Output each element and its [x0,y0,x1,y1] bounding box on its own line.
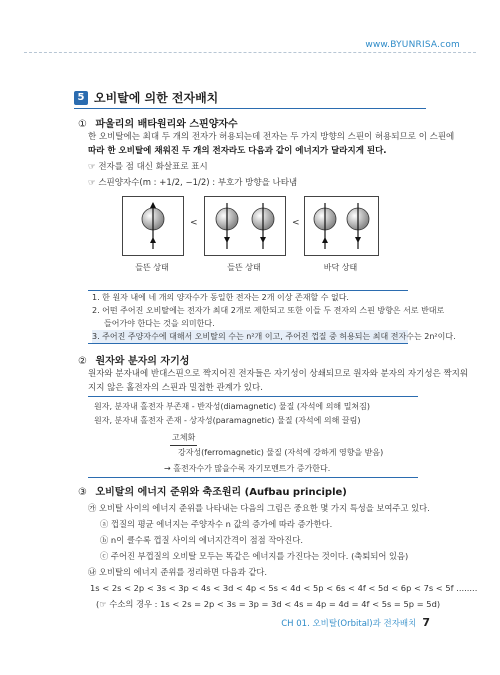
page-number: 7 [422,616,430,629]
sub2-para-line2: 지지 않은 홀전자의 스핀과 밀접한 관계가 있다. [88,383,263,393]
sub1-marker: ① [78,119,87,130]
up-arrow-icon [150,202,156,208]
sub2-rule-bottom [88,477,418,478]
solidify-label: 고체화 [170,431,197,446]
caption-excited-2: 들뜬 상태 [227,263,261,272]
item-ga: ㉮ 오비탈 사이의 에너지 준위를 나타내는 다음의 그림은 중요한 몇 가지 특성을 보여주고 있다. [88,503,430,513]
panel-ground [304,196,379,256]
item-b: ⓑ n이 클수록 껍질 사이의 에너지간격이 점점 작아진다. [100,535,303,545]
section-rule [74,108,426,109]
hydrogen-sequence: (☞ 수소의 경우 : 1s < 2s = 2p < 3s = 3p = 3d < 4s = 4p = 4d = 4f < 5s = 5p = 5d) [96,599,441,609]
row-paramagnetic: 원자, 분자내 홀전자 존재 - 상자성(paramagnetic) 물질 (자석에 의해 끌림) [94,416,361,425]
down-arrow-icon [355,237,361,243]
sub2-paragraph [88,367,468,395]
sub2-title: 원자와 분자의 자기성 [95,356,190,367]
caption-ground: 바닥 상태 [323,263,358,272]
sub1-note-arrow: ☞ 전자를 점 대신 화살표로 표시 [88,162,208,172]
up-arrow-icon [150,237,156,243]
sub1-title: 파울리의 배타원리와 스핀양자수 [95,119,238,130]
chapter-label: CH 01. 오비탈(Orbital)과 전자배치 [281,619,417,629]
energy-sequence: 1s < 2s < 2p < 3s < 3p < 4s < 3d < 4p < 5s < 4d < 5p < 6s < 4f < 5d < 6p < 7s < 5f ........ [90,583,478,593]
down-arrow-icon [260,237,266,243]
note-2: 2. 어떤 주어진 오비탈에는 전자가 최대 2개로 제한되고 또한 이들 두 전자의 스핀 방향은 서로 반대로 [92,306,445,315]
sub1-para-line1: 한 오비탈에는 최대 두 개의 전자가 허용되는데 전자는 두 가지 방향의 스핀이 허용되므로 이 스핀에 [88,132,455,142]
sub3-heading [78,483,347,498]
electron-pair-drawing [205,197,285,255]
sub3-title: 오비탈의 에너지 준위와 축조원리 (Aufbau principle) [95,487,347,498]
section-number: 5 [74,91,88,105]
comparator-2: < [292,218,300,228]
header-divider [24,52,476,53]
sub3-marker: ③ [78,487,87,498]
section-title: 오비탈에 의한 전자배치 [94,91,219,105]
note-3: 3. 주어진 주양자수에 대해서 오비탈의 수는 n²개 이고, 주어진 껍질 중 허용되는 최대 전자수는 2n²이다. [92,332,456,341]
spin-figure [122,196,377,286]
magnetism-rows [94,400,383,476]
notes-body [88,291,456,343]
sub2-para-line1: 원자와 분자내에 반대스핀으로 짝지어진 전자들은 자기성이 상쇄되므로 원자와 분자의 자기성은 짝지워 [88,369,469,379]
panel-excited-2 [204,196,286,256]
sub1-paragraph [88,130,455,158]
comparator-1: < [190,218,198,228]
electron-pair-drawing [305,197,378,255]
up-arrow-icon [322,237,328,243]
sub3-body [88,500,477,612]
sub1-para-line2: 따라 한 오비탈에 채워진 두 개의 전자라도 다음과 같이 에너지가 달라지게 된다. [88,146,387,156]
site-url[interactable]: www.BYUNRISA.com [365,40,460,50]
caption-excited-1: 들뜬 상태 [135,263,169,272]
sub2-heading [78,352,189,367]
notes-box [88,290,456,344]
item-na: ㉯ 오비탈의 에너지 준위를 정리하면 다음과 같다. [88,567,268,577]
section-heading [74,89,218,106]
item-c: ⓒ 주어진 부껍질의 오비탈 모두는 똑같은 에너지를 가진다는 것이다. (축퇴되어 있음) [100,551,409,561]
note-2-cont: 들어가야 한다는 것을 의미한다. [104,319,215,328]
page-footer [281,616,430,629]
sub2-marker: ② [78,356,87,367]
sub1-note-spin: ☞ 스핀양자수(m : +1/2, −1/2) : 부호가 방향을 나타냄 [88,178,298,188]
note-1: 1. 한 원자 내에 네 개의 양자수가 동일한 전자는 2개 이상 존재할 수 없다. [92,293,349,302]
row-diamagnetic: 원자, 분자내 홀전자 부존재 - 반자성(diamagnetic) 물질 (자석에 의해 밀쳐짐) [94,402,370,411]
row-ferromagnetic: 강자성(ferromagnetic) 물질 (자석에 강하게 영향을 받음) [178,448,384,457]
sub2-rule [88,396,418,397]
row-moment: → 홀전자수가 많을수록 자기모멘트가 증가한다. [164,464,331,473]
notes-rule-bottom [88,343,408,344]
down-arrow-icon [224,237,230,243]
sub1-heading [78,115,238,130]
panel-excited-1 [122,196,184,256]
electron-pair-drawing [123,197,183,255]
item-a: ⓐ 껍질의 평균 에너지는 주양자수 n 값의 증가에 따라 증가한다. [100,519,333,529]
